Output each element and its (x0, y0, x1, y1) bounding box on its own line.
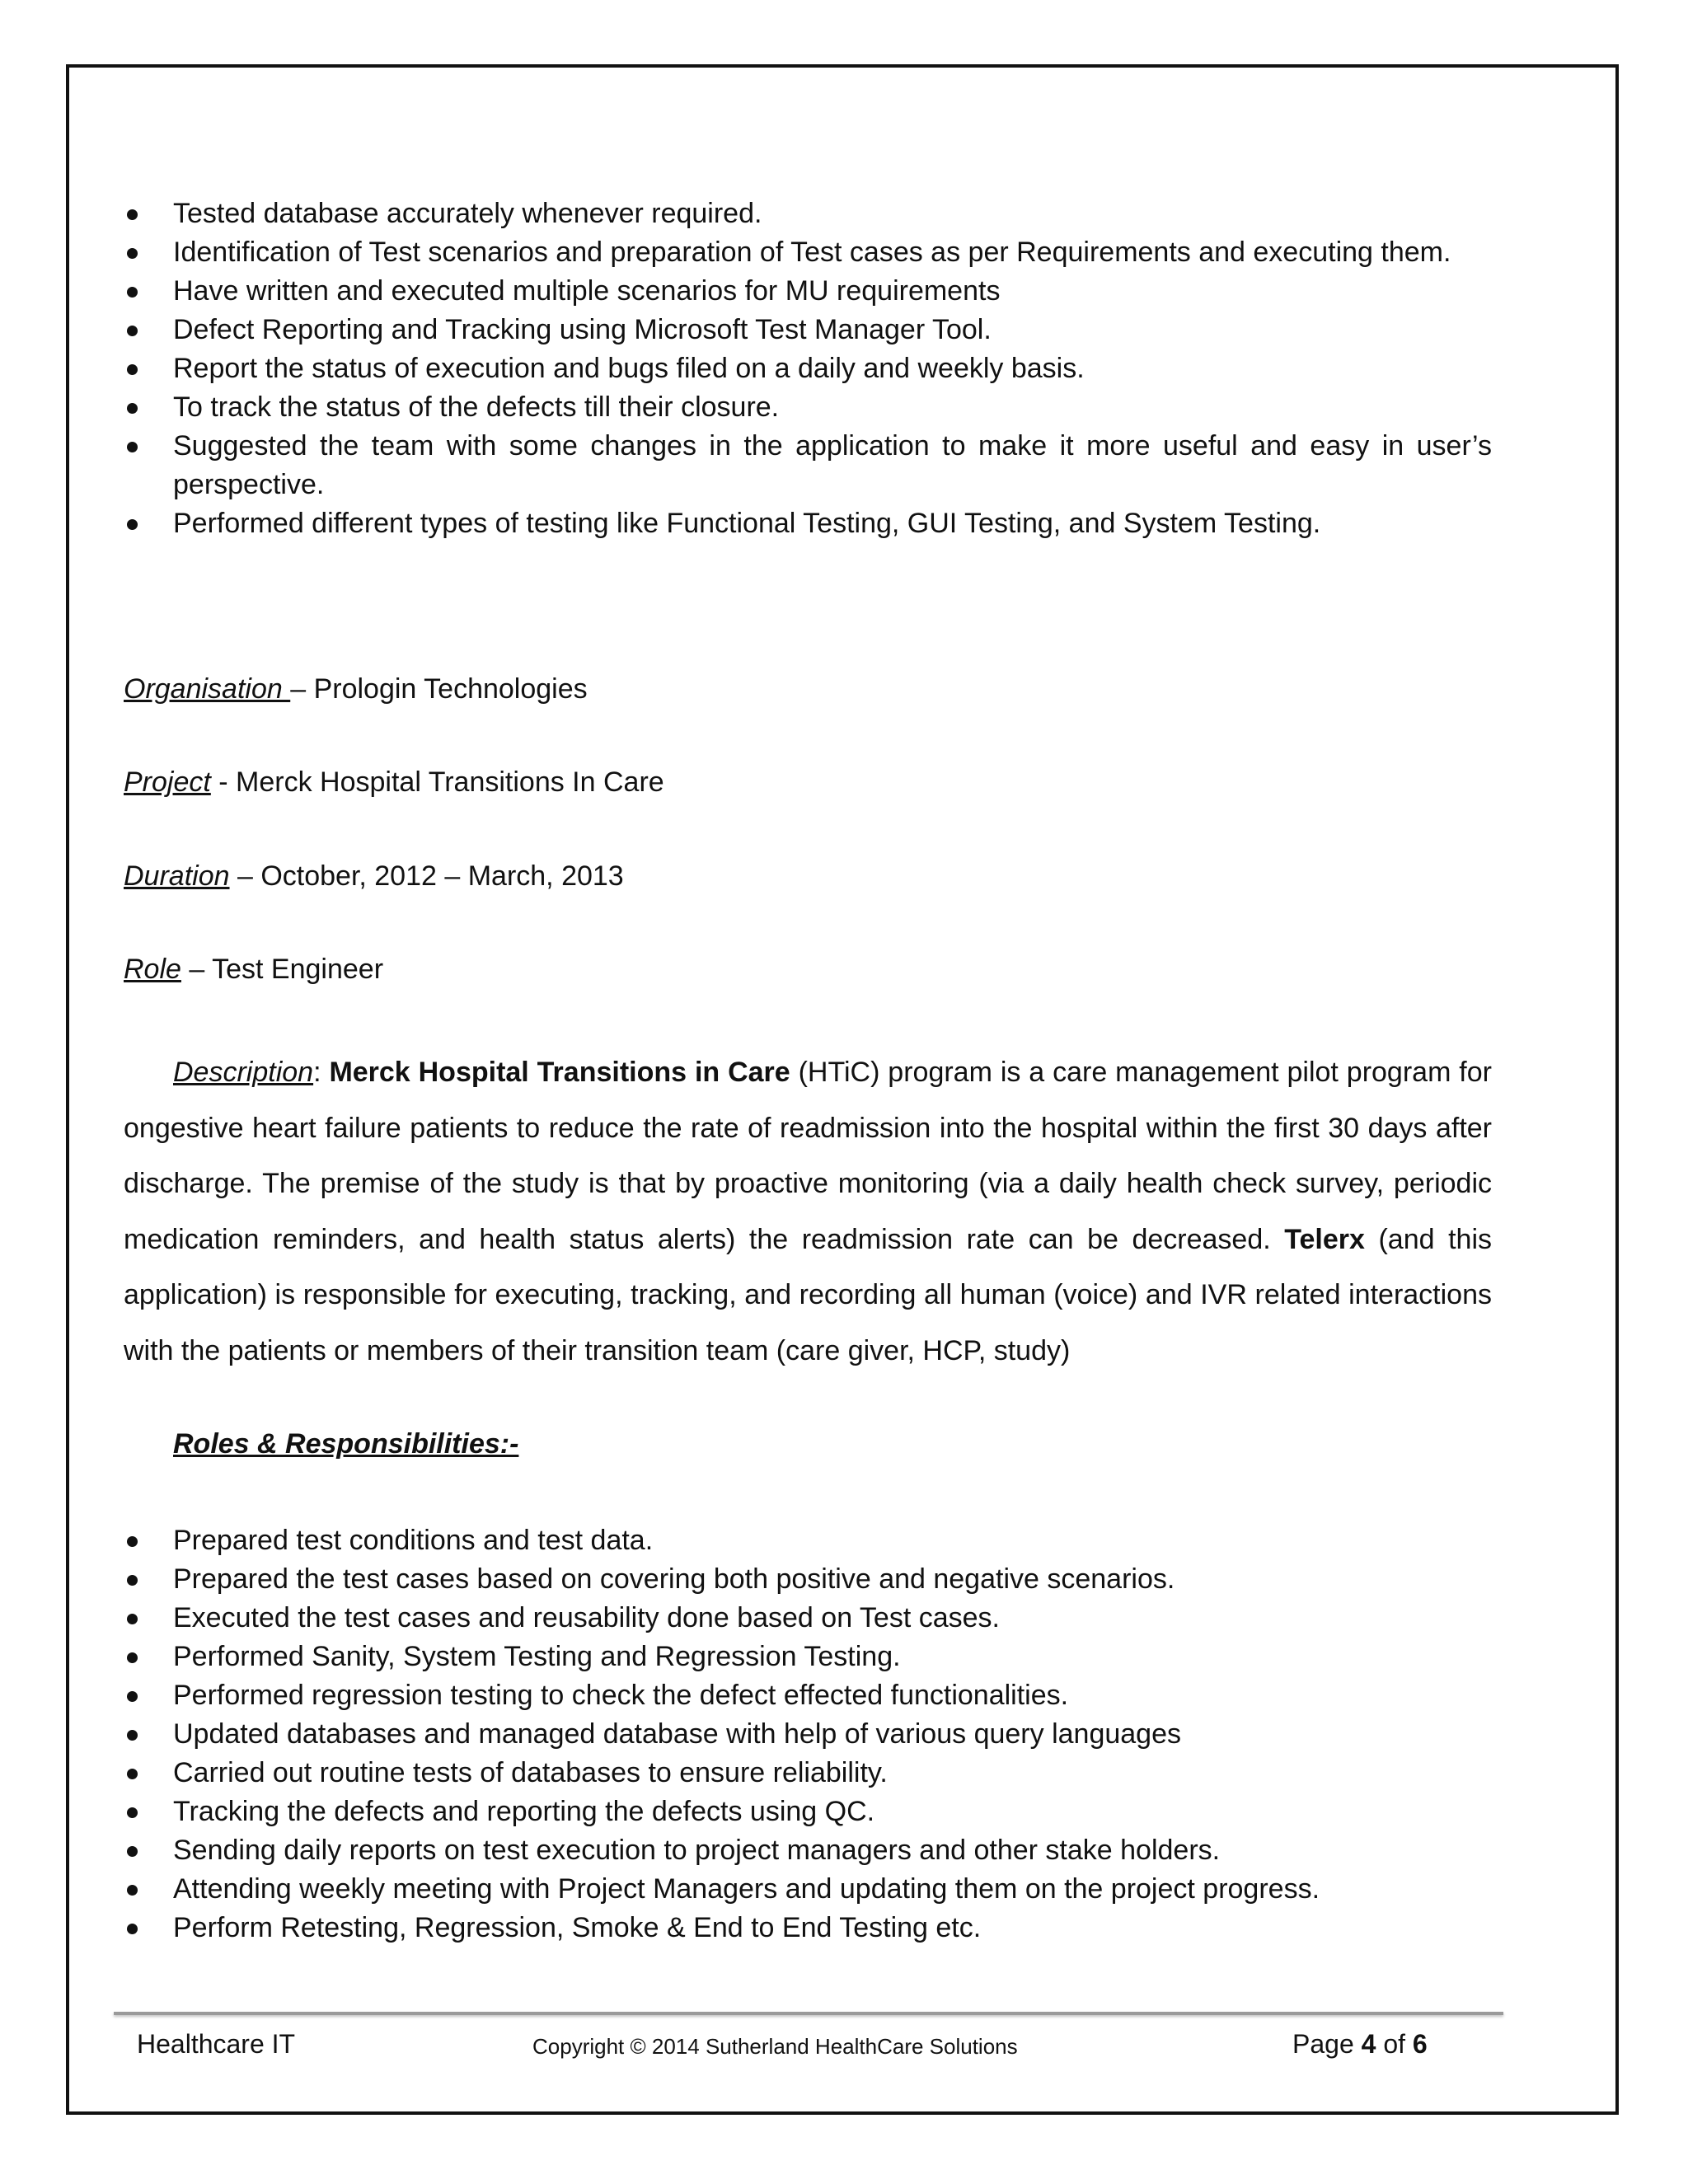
list-item: Updated databases and managed database with help of various query languages (124, 1715, 1492, 1754)
description-colon: : (313, 1057, 330, 1088)
page-current: 4 (1361, 2029, 1376, 2059)
list-item: Tracking the defects and reporting the defects using QC. (124, 1793, 1492, 1831)
list-item: Performed regression testing to check the defect effected functionalities. (124, 1676, 1492, 1715)
list-item: Tested database accurately whenever required. (124, 194, 1492, 233)
duration-line (124, 860, 624, 893)
list-item: Performed different types of testing like Functional Testing, GUI Testing, and System Testing. (124, 504, 1492, 543)
project-label: Project (124, 766, 211, 798)
project-value: - Merck Hospital Transitions In Care (210, 766, 664, 798)
page-separator: of (1376, 2029, 1413, 2059)
page-prefix: Page (1292, 2029, 1362, 2059)
roles-bullet-list (124, 1521, 1492, 1947)
list-item: Carried out routine tests of databases to ensure reliability. (124, 1754, 1492, 1793)
list-item: To track the status of the defects till their closure. (124, 388, 1492, 427)
footer-divider (114, 2012, 1503, 2015)
project-line (124, 766, 664, 799)
duration-value: – October, 2012 – March, 2013 (229, 860, 624, 892)
project-description (124, 1045, 1492, 1379)
roles-heading: Roles & Responsibilities:- (173, 1428, 519, 1460)
list-item: Prepared test conditions and test data. (124, 1521, 1492, 1560)
list-item: Performed Sanity, System Testing and Regression Testing. (124, 1638, 1492, 1676)
list-item: Prepared the test cases based on covering both positive and negative scenarios. (124, 1560, 1492, 1599)
role-label: Role (124, 954, 181, 985)
description-text-2: (and this application) is responsible for executing, tracking, and recording all human (voice) and IVR related interactions with the patients or members of their transition team (care giver, HCP, study) (124, 1223, 1492, 1366)
list-item: Perform Retesting, Regression, Smoke & End to End Testing etc. (124, 1909, 1492, 1947)
organisation-value: – Prologin Technologies (290, 673, 588, 705)
footer-copyright: Copyright © 2014 Sutherland HealthCare Solutions (532, 2034, 1018, 2059)
list-item: Sending daily reports on test execution to project managers and other stake holders. (124, 1831, 1492, 1870)
list-item: Executed the test cases and reusability done based on Test cases. (124, 1599, 1492, 1638)
role-line (124, 953, 383, 986)
organisation-line (124, 673, 588, 705)
list-item: Defect Reporting and Tracking using Microsoft Test Manager Tool. (124, 311, 1492, 349)
top-bullet-list (124, 194, 1492, 543)
company-name: Telerx (1284, 1223, 1365, 1255)
top-bullet-section (124, 194, 1492, 543)
list-item: Attending weekly meeting with Project Managers and updating them on the project progress. (124, 1870, 1492, 1909)
footer-section-title: Healthcare IT (137, 2029, 296, 2059)
list-item: Identification of Test scenarios and preparation of Test cases as per Requirements and executing them. (124, 233, 1492, 272)
duration-label: Duration (124, 860, 230, 892)
roles-bullet-section (124, 1521, 1492, 1947)
organisation-label: Organisation (124, 673, 291, 705)
footer-page-number (1292, 2029, 1428, 2060)
page-total: 6 (1412, 2029, 1428, 2059)
list-item: Report the status of execution and bugs filed on a daily and weekly basis. (124, 349, 1492, 388)
list-item: Have written and executed multiple scenarios for MU requirements (124, 272, 1492, 311)
program-name: Merck Hospital Transitions in Care (329, 1057, 790, 1088)
role-value: – Test Engineer (181, 954, 384, 985)
description-text-1: (HTiC) program is a care management pilot program for ongestive heart failure patients to reduce the rate of readmission into the hospital within the first 30 days after discharge. The premise of the study is that by proactive monitoring (via a daily health check survey, periodic medication reminders, and health status alerts) the readmission rate can be decreased. (124, 1057, 1492, 1255)
description-label: Description (173, 1057, 314, 1088)
list-item: Suggested the team with some changes in the application to make it more useful and easy in user’s perspective. (124, 427, 1492, 504)
